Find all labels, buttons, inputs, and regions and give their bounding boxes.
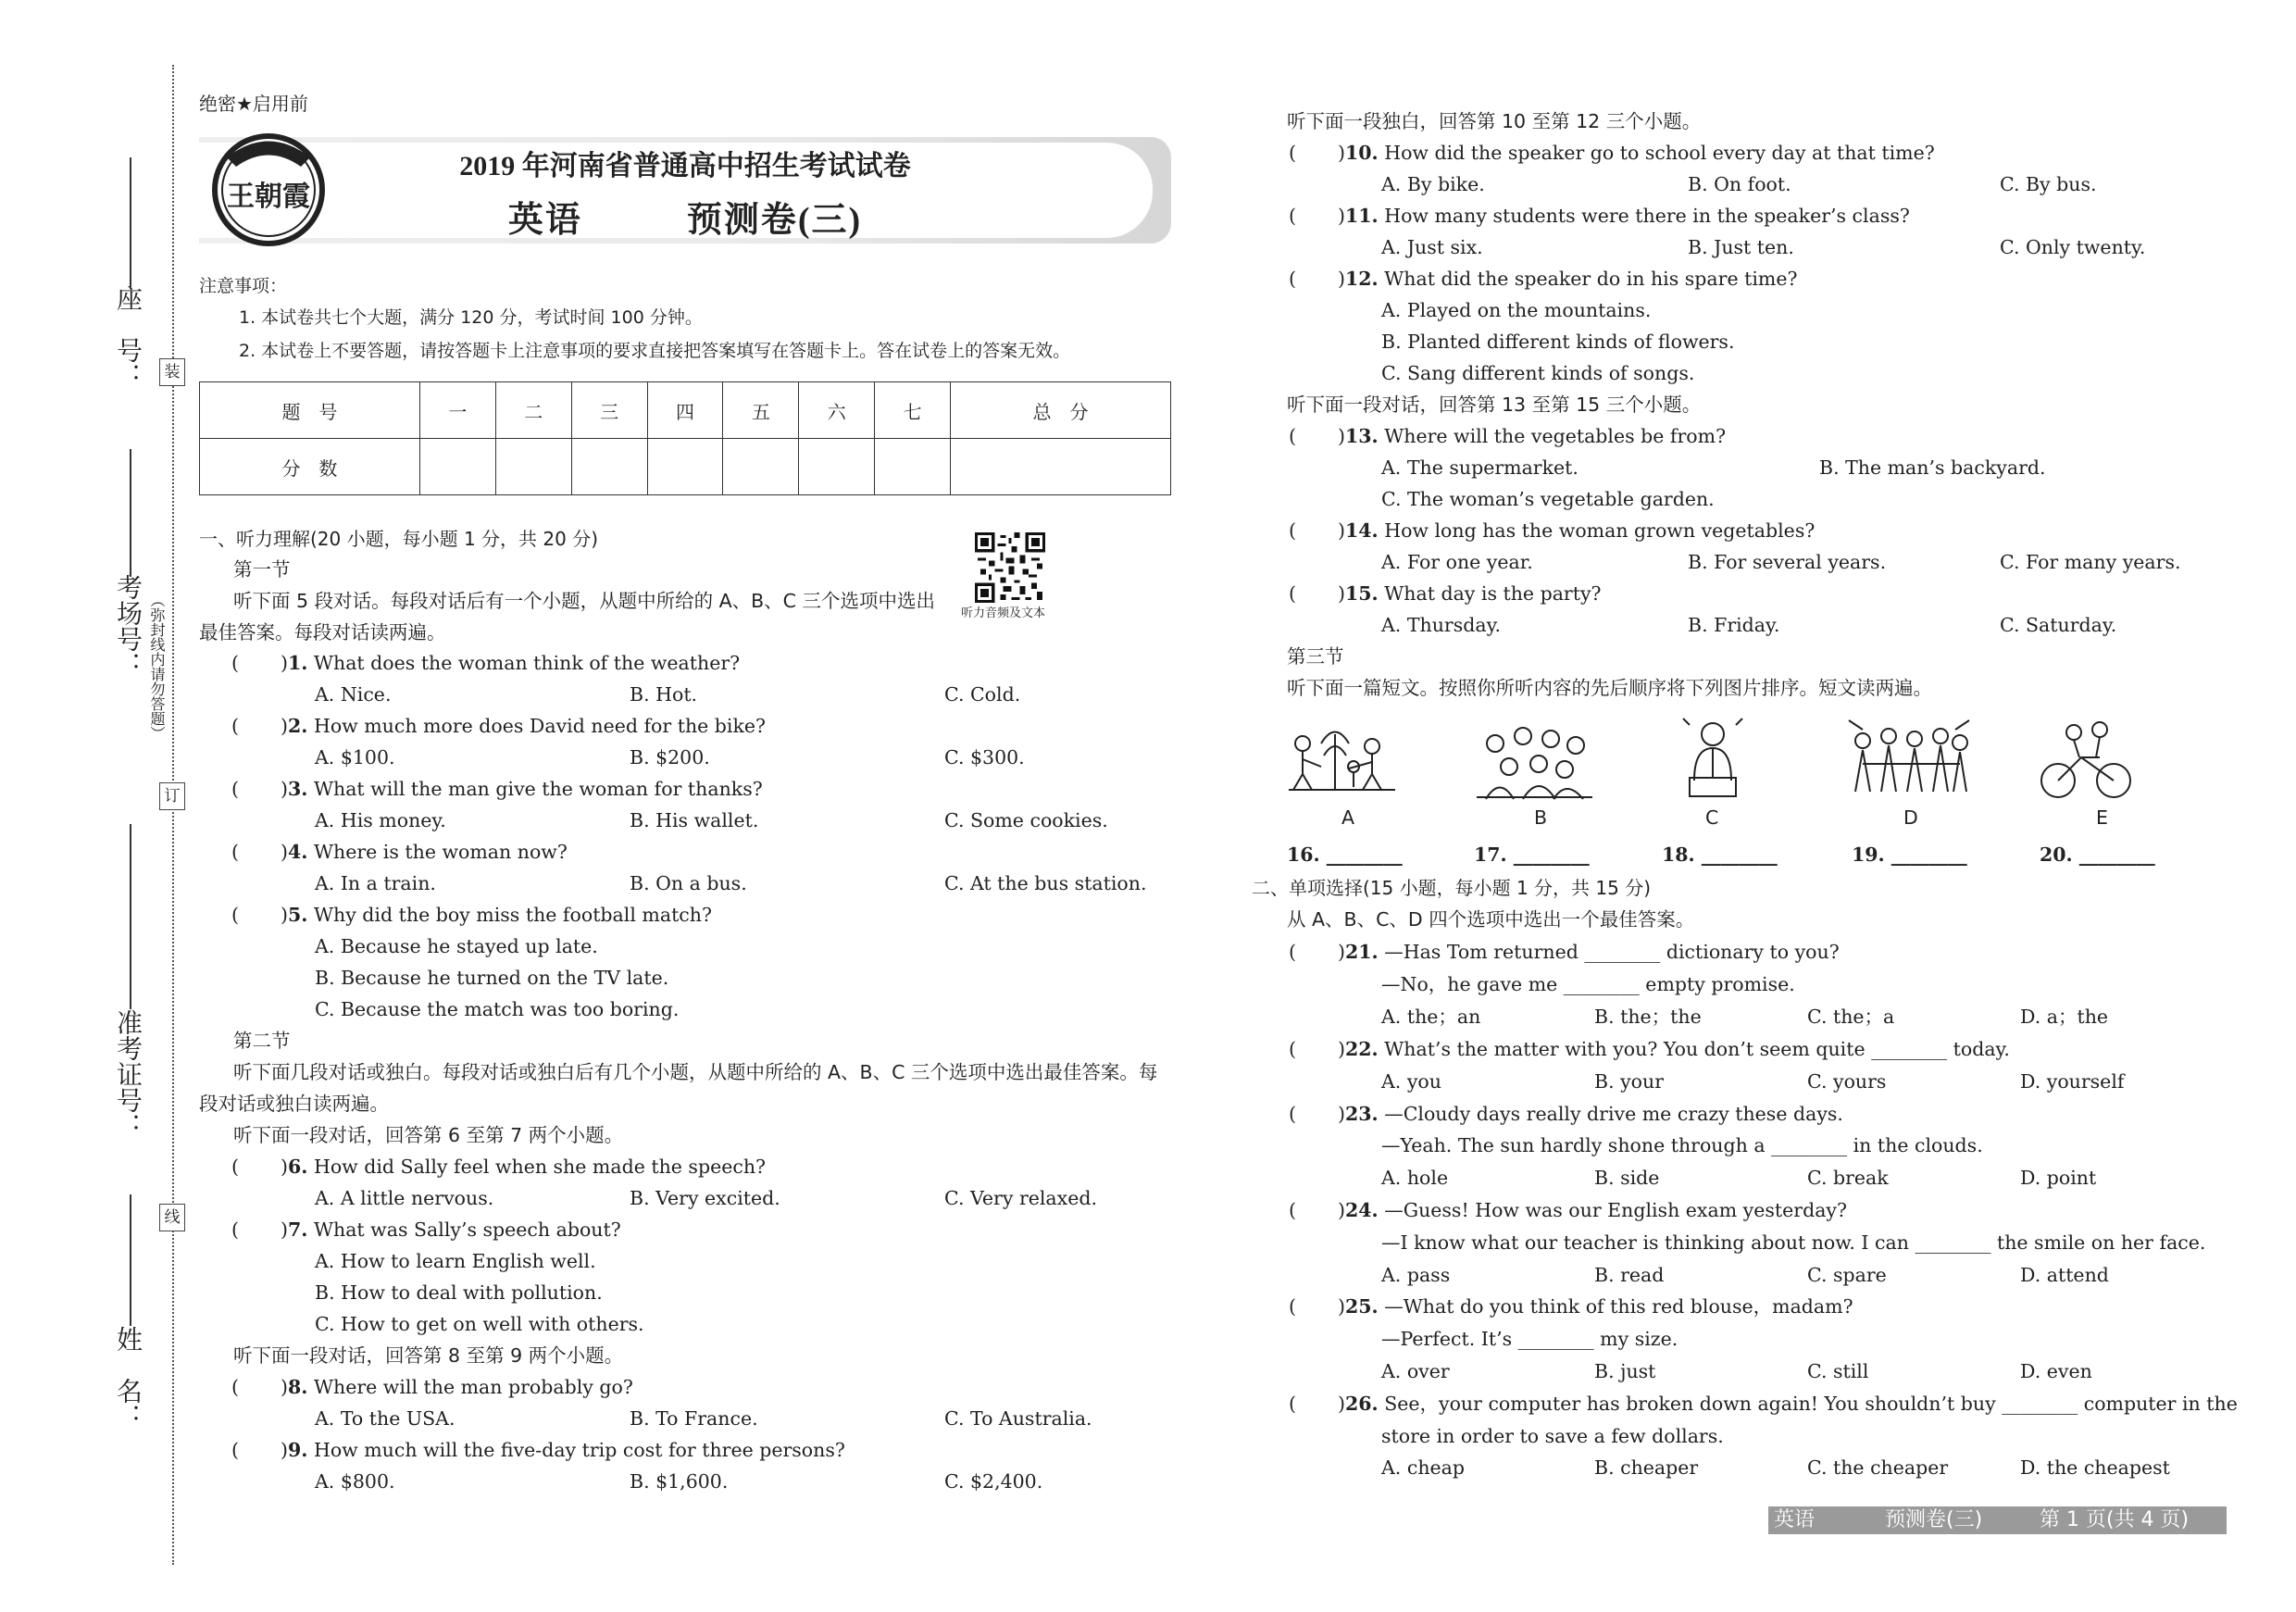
question-25: ( )25. —What do you think of this red blouse，madam?: [1289, 1295, 1853, 1318]
q25-option-c[interactable]: C. still: [1807, 1360, 1869, 1382]
exam-room-field[interactable]: [130, 449, 131, 577]
seat-label: 座 号：: [113, 285, 144, 389]
score-cell-header: 七: [875, 382, 951, 439]
subject-title: [333, 191, 1037, 242]
section2-instruction-b: 段对话或独白读两遍。: [199, 1093, 389, 1115]
publisher-logo: [208, 130, 329, 250]
question-13: ( )13. Where will the vegetables be from?: [1289, 425, 1727, 447]
q6-option-a[interactable]: A. A little nervous.: [315, 1187, 494, 1209]
q8-option-a[interactable]: A. To the USA.: [315, 1407, 455, 1430]
question-15: ( )15. What day is the party?: [1289, 582, 1602, 605]
q21-option-b[interactable]: B. the；the: [1594, 1006, 1702, 1028]
lead-8-9: 听下面一段对话，回答第 8 至第 9 两个小题。: [233, 1344, 624, 1367]
question-4: ( )4. Where is the woman now?: [231, 841, 568, 863]
score-cell-header: 二: [495, 382, 571, 439]
question-25-line-2: —Perfect. It’s ________ my size.: [1381, 1328, 1678, 1350]
q7-option-c[interactable]: C. How to get on well with others.: [315, 1313, 644, 1335]
seat-number-field[interactable]: [130, 157, 131, 287]
q10-option-c[interactable]: C. By bus.: [2000, 173, 2097, 195]
section1-title: 第一节: [233, 558, 291, 581]
answer-blank-18[interactable]: 18. ________: [1662, 843, 1778, 866]
lead-6-7: 听下面一段对话，回答第 6 至第 7 两个小题。: [233, 1124, 624, 1146]
q12-option-b[interactable]: B. Planted different kinds of flowers.: [1381, 331, 1735, 353]
section3-title: 第三节: [1287, 645, 1344, 668]
section2-instruction-a: 听下面几段对话或独白。每段对话或独白后有几个小题，从题中所给的 A、B、C 三个选项中选出最佳答案。每: [233, 1061, 1158, 1083]
q8-option-c[interactable]: C. To Australia.: [944, 1407, 1092, 1430]
q5-option-b[interactable]: B. Because he turned on the TV late.: [315, 967, 669, 989]
q5-option-c[interactable]: C. Because the match was too boring.: [315, 998, 680, 1020]
part2-title: 二、单项选择(15 小题，每小题 1 分，共 15 分): [1252, 877, 1652, 899]
question-7: ( )7. What was Sally’s speech about?: [231, 1218, 621, 1241]
q21-option-c[interactable]: C. the；a: [1807, 1006, 1895, 1028]
q9-option-c[interactable]: C. $2,400.: [944, 1470, 1043, 1493]
binding-dotted-line: [172, 65, 174, 1565]
score-cell-empty[interactable]: [951, 439, 1171, 495]
q6-option-b[interactable]: B. Very excited.: [630, 1187, 780, 1209]
question-21-line-2: —No，he gave me ________ empty promise.: [1381, 973, 1795, 995]
notes-title: 注意事项：: [199, 276, 288, 296]
q23-option-b[interactable]: B. side: [1594, 1167, 1660, 1189]
subject-name: 英语: [507, 201, 582, 240]
binding-note: （弥封线内请勿答题）: [148, 593, 166, 741]
q21-option-a[interactable]: A. the；an: [1381, 1006, 1481, 1028]
q13-option-b[interactable]: B. The man’s backyard.: [1819, 456, 2046, 479]
q4-option-c[interactable]: C. At the bus station.: [944, 872, 1147, 894]
qr-code-icon[interactable]: [975, 532, 1045, 603]
question-26-line-2: store in order to save a few dollars.: [1381, 1425, 1724, 1447]
q2-option-a[interactable]: A. $100.: [315, 746, 395, 769]
admission-number-field[interactable]: [130, 824, 131, 1009]
q9-option-a[interactable]: A. $800.: [315, 1470, 395, 1493]
question-5: ( )5. Why did the boy miss the football match?: [231, 904, 712, 926]
name-label: 姓 名：: [113, 1326, 144, 1430]
q3-option-c[interactable]: C. Some cookies.: [944, 809, 1108, 831]
question-23-line-2: —Yeah. The sun hardly shone through a ________ in the clouds.: [1381, 1134, 1983, 1156]
q26-option-c[interactable]: C. the cheaper: [1807, 1456, 1949, 1479]
q24-option-c[interactable]: C. spare: [1807, 1264, 1887, 1286]
score-cell-empty[interactable]: [647, 439, 723, 495]
question-24: ( )24. —Guess! How was our English exam yesterday?: [1289, 1199, 1847, 1221]
score-cell-empty[interactable]: [419, 439, 495, 495]
q22-option-b[interactable]: B. your: [1594, 1070, 1665, 1093]
q24-option-a[interactable]: A. pass: [1381, 1264, 1451, 1286]
answer-blank-19[interactable]: 19. ________: [1852, 843, 1967, 866]
question-11: ( )11. How many students were there in the speaker’s class?: [1289, 205, 1910, 227]
score-cell-empty[interactable]: [495, 439, 571, 495]
score-table-score-row: [200, 439, 1171, 495]
q22-option-c[interactable]: C. yours: [1807, 1070, 1887, 1093]
score-cell-header: 六: [799, 382, 875, 439]
answer-blank-16[interactable]: 16. ________: [1287, 843, 1403, 866]
admission-label: 准考证号：: [113, 1009, 144, 1139]
question-22: ( )22. What’s the matter with you? You don’t seem quite ________ today.: [1289, 1038, 2010, 1060]
score-cell-header: 总 分: [951, 382, 1171, 439]
question-2: ( )2. How much more does David need for the bike?: [231, 715, 767, 737]
score-cell-header: 五: [723, 382, 799, 439]
question-23: ( )23. —Cloudy days really drive me crazy these days.: [1289, 1103, 1843, 1125]
lead-13-15: 听下面一段对话，回答第 13 至第 15 三个小题。: [1287, 394, 1702, 416]
part1-title: 一、听力理解(20 小题，每小题 1 分，共 20 分): [199, 528, 599, 550]
picture-e-riding-bike-icon: [2035, 716, 2137, 804]
q24-option-b[interactable]: B. read: [1594, 1264, 1665, 1286]
score-cell-empty[interactable]: [723, 439, 799, 495]
q26-option-a[interactable]: A. cheap: [1381, 1456, 1465, 1479]
q14-option-b[interactable]: B. For several years.: [1688, 551, 1887, 573]
q26-option-b[interactable]: B. cheaper: [1594, 1456, 1699, 1479]
section2-title: 第二节: [233, 1030, 291, 1052]
question-26: ( )26. See，your computer has broken down again! You shouldn’t buy ________ computer in the: [1289, 1393, 2238, 1415]
q7-option-b[interactable]: B. How to deal with pollution.: [315, 1281, 603, 1304]
question-1: ( )1. What does the woman think of the weather?: [231, 652, 741, 674]
score-cell-empty[interactable]: [799, 439, 875, 495]
footer-paper-type: 预测卷(三): [1885, 1508, 1983, 1531]
q14-option-c[interactable]: C. For many years.: [2000, 551, 2181, 573]
picture-label-c: C: [1705, 806, 1719, 829]
q3-option-a[interactable]: A. His money.: [315, 809, 446, 831]
exam-room-label: 考场号：: [113, 574, 144, 678]
picture-label-e: E: [2096, 806, 2108, 829]
footer-page-number: 第 1 页(共 4 页): [2040, 1508, 2190, 1531]
picture-d-children-dancing-icon: [1844, 713, 1974, 806]
q25-option-b[interactable]: B. just: [1594, 1360, 1656, 1382]
svg-text:王朝霞: 王朝霞: [227, 181, 310, 213]
score-row-label: 分 数: [200, 439, 420, 495]
lead-10-12: 听下面一段独白，回答第 10 至第 12 三个小题。: [1287, 110, 1702, 132]
q11-option-c[interactable]: C. Only twenty.: [2000, 236, 2146, 258]
picture-b-group-playing-icon: [1472, 716, 1597, 804]
q22-option-a[interactable]: A. you: [1381, 1070, 1441, 1093]
question-8: ( )8. Where will the man probably go?: [231, 1376, 633, 1398]
section1-instruction-a: 听下面 5 段对话。每段对话后有一个小题，从题中所给的 A、B、C 三个选项中选出: [233, 590, 936, 612]
q1-option-c[interactable]: C. Cold.: [944, 683, 1021, 706]
q13-option-c[interactable]: C. The woman’s vegetable garden.: [1381, 488, 1715, 510]
q13-option-a[interactable]: A. The supermarket.: [1381, 456, 1578, 479]
answer-blank-17[interactable]: 17. ________: [1474, 843, 1590, 866]
question-24-line-2: —I know what our teacher is thinking about now. I can ________ the smile on her face.: [1381, 1231, 2206, 1254]
q8-option-b[interactable]: B. To France.: [630, 1407, 758, 1430]
score-cell-header: 四: [647, 382, 723, 439]
q10-option-a[interactable]: A. By bike.: [1381, 173, 1485, 195]
section1-instruction-b: 最佳答案。每段对话读两遍。: [199, 621, 446, 644]
q15-option-a[interactable]: A. Thursday.: [1381, 614, 1501, 636]
seal-mark-1: 装: [159, 358, 185, 386]
qr-caption: 听力音频及文本: [961, 606, 1046, 620]
q23-option-a[interactable]: A. hole: [1381, 1167, 1449, 1189]
q21-option-d[interactable]: D. a；the: [2020, 1006, 2109, 1028]
q3-option-b[interactable]: B. His wallet.: [630, 809, 759, 831]
q12-option-c[interactable]: C. Sang different kinds of songs.: [1381, 362, 1695, 384]
q15-option-c[interactable]: C. Saturday.: [2000, 614, 2117, 636]
q14-option-a[interactable]: A. For one year.: [1381, 551, 1533, 573]
score-cell-empty[interactable]: [875, 439, 951, 495]
secret-label: 绝密★启用前: [199, 93, 308, 115]
footer-subject: 英语: [1774, 1508, 1816, 1531]
q11-option-b[interactable]: B. Just ten.: [1688, 236, 1794, 258]
q25-option-d[interactable]: D. even: [2020, 1360, 2092, 1382]
notes-item-1: 1. 本试卷共七个大题，满分 120 分，考试时间 100 分钟。: [239, 307, 703, 328]
part2-instruction: 从 A、B、C、D 四个选项中选出一个最佳答案。: [1287, 908, 1695, 931]
q10-option-b[interactable]: B. On foot.: [1688, 173, 1791, 195]
answer-blank-20[interactable]: 20. ________: [2040, 843, 2155, 866]
q26-option-d[interactable]: D. the cheapest: [2020, 1456, 2170, 1479]
question-6: ( )6. How did Sally feel when she made the speech?: [231, 1156, 767, 1178]
exam-title: 2019 年河南省普通高中招生考试试卷: [459, 151, 911, 181]
notes-item-2: 2. 本试卷上不要答题，请按答题卡上注意事项的要求直接把答案填写在答题卡上。答在试卷上的答案无效。: [239, 341, 1071, 361]
paper-type: 预测卷(三): [686, 201, 863, 240]
question-12: ( )12. What did the speaker do in his spare time?: [1289, 268, 1798, 290]
picture-label-a: A: [1341, 806, 1355, 829]
score-cell-header: 题 号: [200, 382, 420, 439]
q4-option-a[interactable]: A. In a train.: [315, 872, 436, 894]
q22-option-d[interactable]: D. yourself: [2020, 1070, 2125, 1093]
q15-option-b[interactable]: B. Friday.: [1688, 614, 1780, 636]
score-cell-empty[interactable]: [571, 439, 647, 495]
question-21: ( )21. —Has Tom returned ________ dictionary to you?: [1289, 941, 1840, 963]
q6-option-c[interactable]: C. Very relaxed.: [944, 1187, 1097, 1209]
picture-label-b: B: [1534, 806, 1548, 829]
picture-a-planting-trees-icon: [1279, 711, 1404, 804]
q4-option-b[interactable]: B. On a bus.: [630, 872, 747, 894]
q7-option-a[interactable]: A. How to learn English well.: [315, 1250, 596, 1272]
score-cell-header: 一: [419, 382, 495, 439]
q23-option-d[interactable]: D. point: [2020, 1167, 2097, 1189]
question-10: ( )10. How did the speaker go to school every day at that time?: [1289, 142, 1935, 164]
q25-option-a[interactable]: A. over: [1381, 1360, 1450, 1382]
score-table-header-row: [200, 382, 1171, 439]
q2-option-b[interactable]: B. $200.: [630, 746, 710, 769]
question-3: ( )3. What will the man give the woman for thanks?: [231, 778, 763, 800]
picture-c-speaker-icon: [1676, 711, 1750, 804]
q11-option-a[interactable]: A. Just six.: [1381, 236, 1483, 258]
name-field[interactable]: [130, 1194, 131, 1326]
picture-label-d: D: [1903, 806, 1918, 829]
q1-option-a[interactable]: A. Nice.: [315, 683, 392, 706]
q12-option-a[interactable]: A. Played on the mountains.: [1381, 299, 1652, 321]
question-9: ( )9. How much will the five-day trip cost for three persons?: [231, 1439, 845, 1461]
q9-option-b[interactable]: B. $1,600.: [630, 1470, 729, 1493]
section3-instruction: 听下面一篇短文。按照你所听内容的先后顺序将下列图片排序。短文读两遍。: [1287, 677, 1932, 699]
q2-option-c[interactable]: C. $300.: [944, 746, 1025, 769]
seal-mark-2: 订: [159, 782, 185, 810]
q23-option-c[interactable]: C. break: [1807, 1167, 1889, 1189]
score-cell-header: 三: [571, 382, 647, 439]
q1-option-b[interactable]: B. Hot.: [630, 683, 698, 706]
score-table: [199, 381, 1171, 495]
seal-mark-3: 线: [159, 1204, 185, 1231]
q24-option-d[interactable]: D. attend: [2020, 1264, 2109, 1286]
question-14: ( )14. How long has the woman grown vegetables?: [1289, 519, 1816, 542]
q5-option-a[interactable]: A. Because he stayed up late.: [315, 935, 598, 957]
